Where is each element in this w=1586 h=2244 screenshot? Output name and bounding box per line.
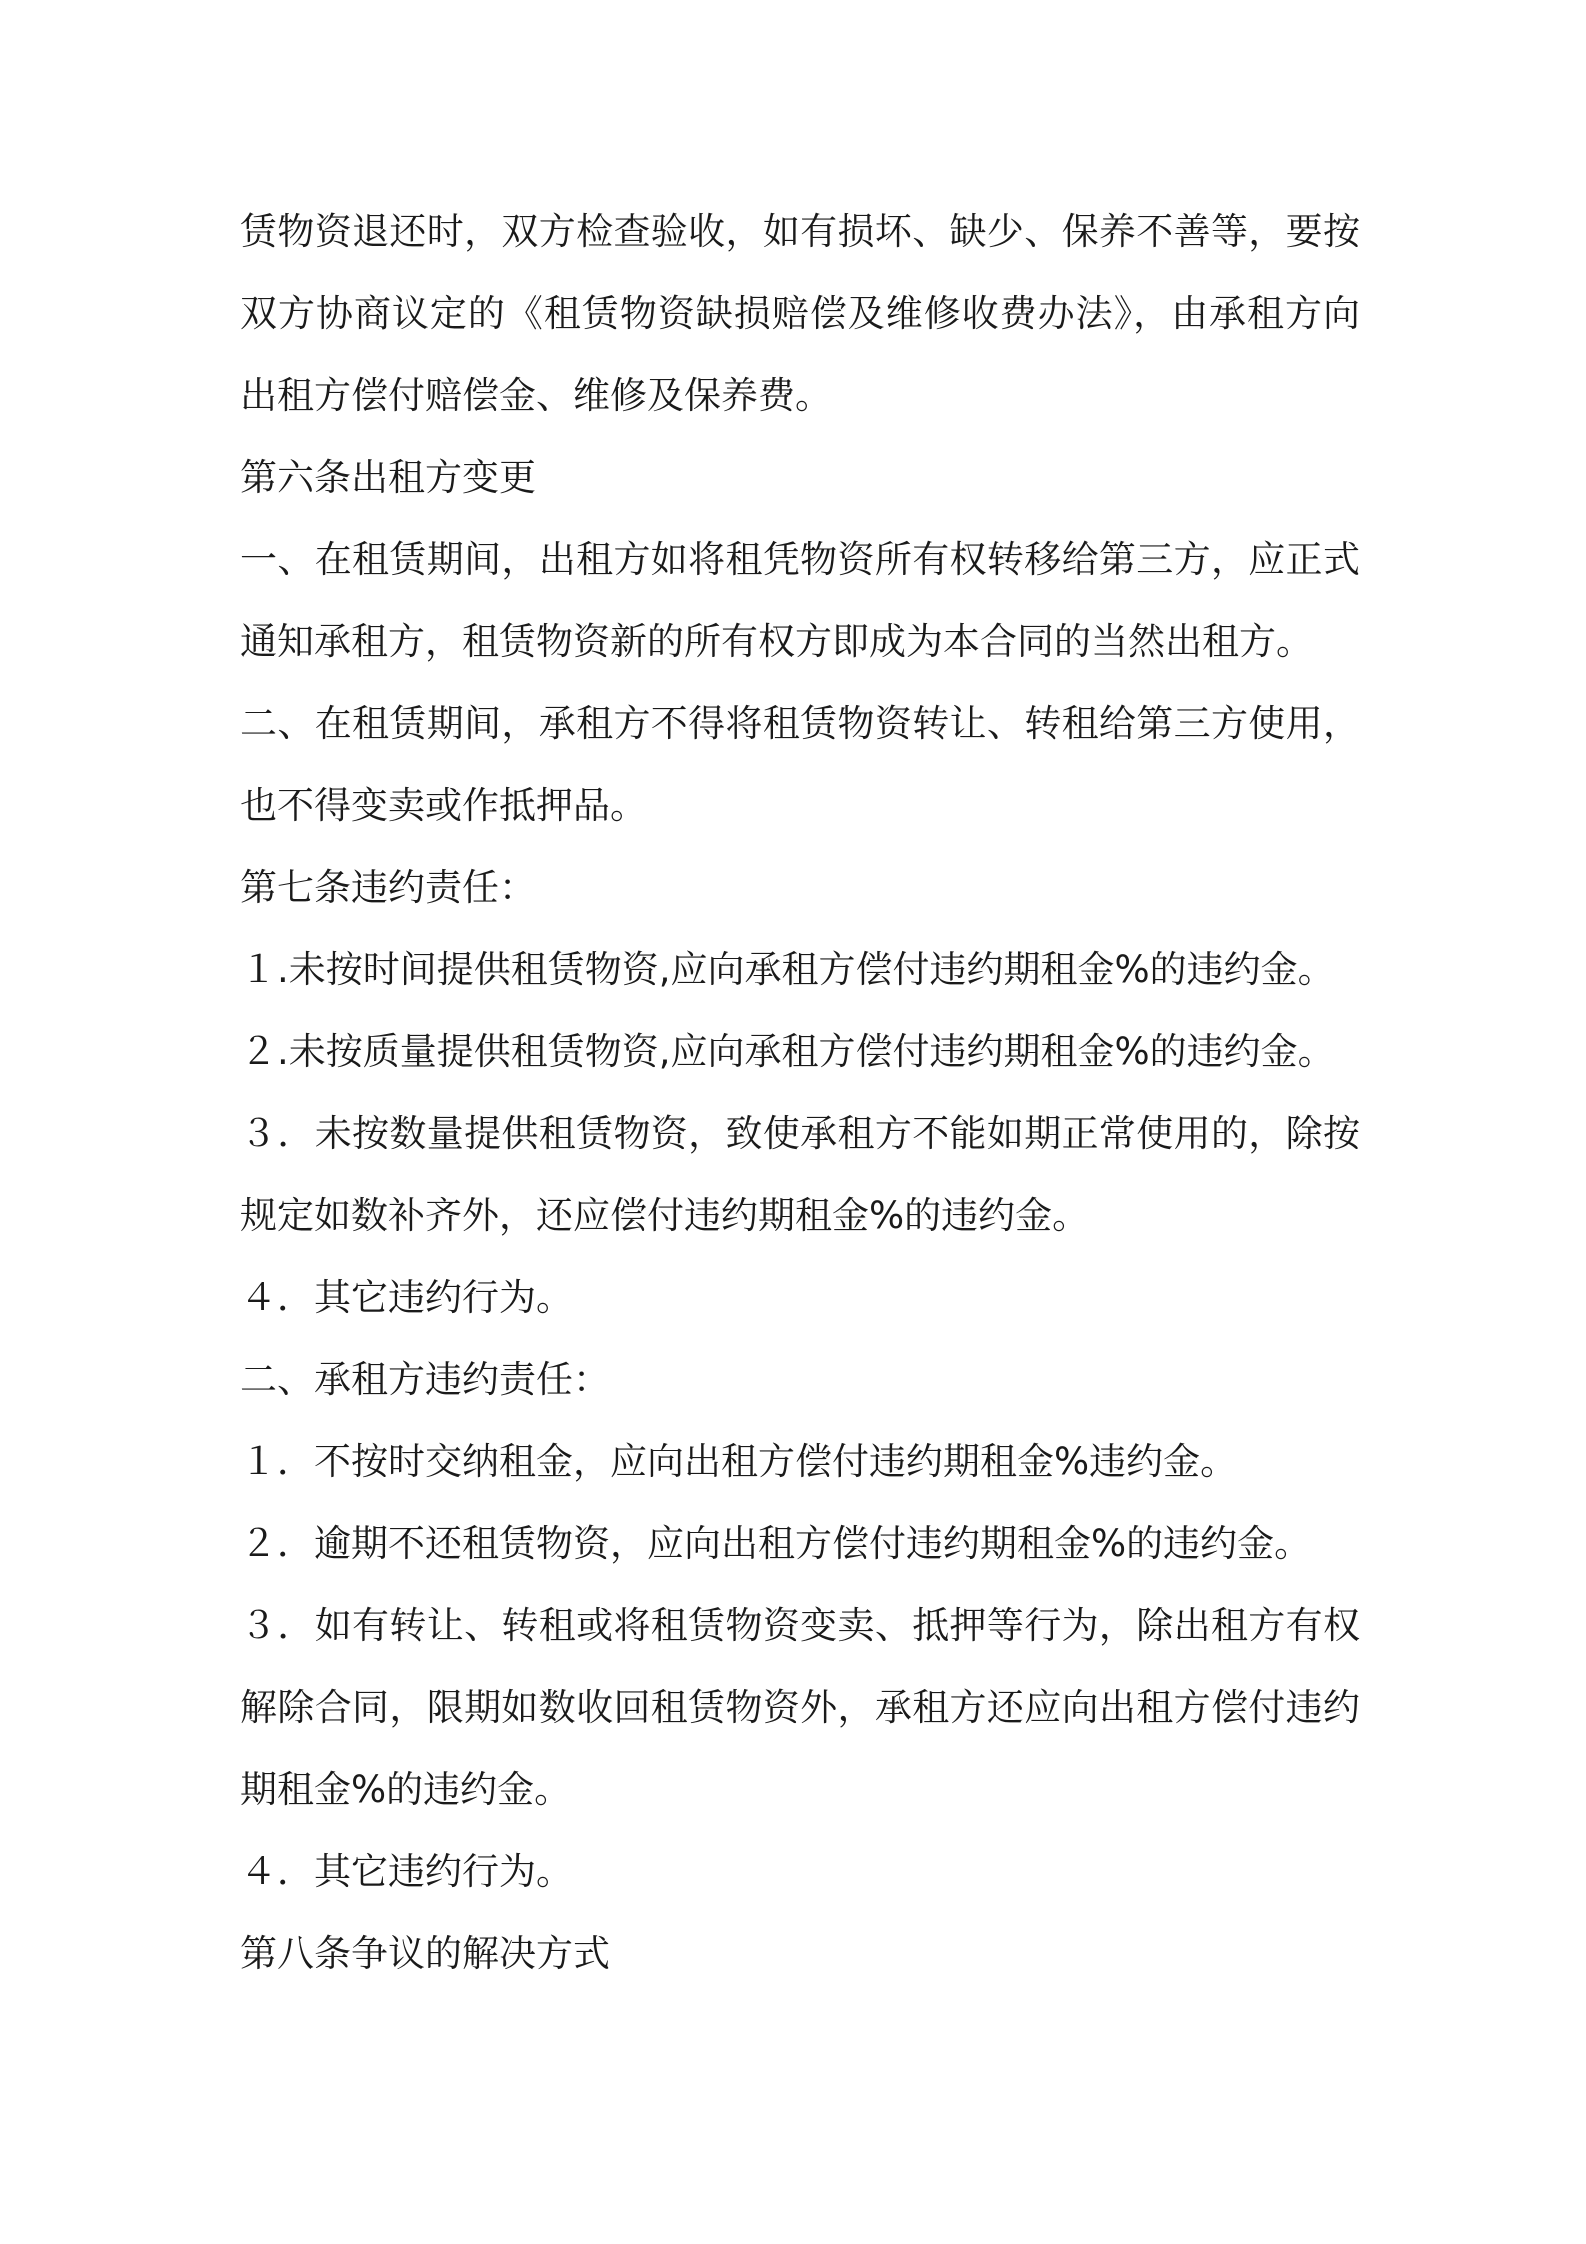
paragraph-line: 二、在租赁期间，承租方不得将租赁物资转让、转租给第三方使用， [240, 702, 1360, 745]
paragraph-line: 双方协商议定的《租赁物资缺损赔偿及维修收费办法》，由承租方向 [240, 292, 1360, 335]
paragraph-line: 解除合同，限期如数收回租赁物资外，承租方还应向出租方偿付违约 [240, 1686, 1360, 1729]
section-heading: 第八条争议的解决方式 [240, 1932, 610, 1975]
section-heading: 二、承租方违约责任： [240, 1358, 610, 1401]
list-item: ２.未按质量提供租赁物资,应向承租方偿付违约期租金%的违约金。 [240, 1030, 1335, 1073]
paragraph-line: 出租方偿付赔偿金、维修及保养费。 [240, 374, 832, 417]
list-item: ３．未按数量提供租赁物资，致使承租方不能如期正常使用的，除按 [240, 1112, 1360, 1155]
section-heading: 第六条出租方变更 [240, 456, 536, 499]
paragraph-line: 一、在租赁期间，出租方如将租凭物资所有权转移给第三方，应正式 [240, 538, 1360, 581]
paragraph-line: 期租金%的违约金。 [240, 1768, 572, 1811]
list-item: ４．其它违约行为。 [240, 1850, 573, 1893]
list-item: ４．其它违约行为。 [240, 1276, 573, 1319]
paragraph-line: 规定如数补齐外，还应偿付违约期租金%的违约金。 [240, 1194, 1090, 1237]
paragraph-line: 通知承租方，租赁物资新的所有权方即成为本合同的当然出租方。 [240, 620, 1313, 663]
list-item: ２．逾期不还租赁物资，应向出租方偿付违约期租金%的违约金。 [240, 1522, 1312, 1565]
paragraph-line: 赁物资退还时，双方检查验收，如有损坏、缺少、保养不善等，要按 [240, 210, 1360, 253]
list-item: １.未按时间提供租赁物资,应向承租方偿付违约期租金%的违约金。 [240, 948, 1335, 991]
list-item: １．不按时交纳租金，应向出租方偿付违约期租金%违约金。 [240, 1440, 1238, 1483]
section-heading: 第七条违约责任： [240, 866, 536, 909]
list-item: ３．如有转让、转租或将租赁物资变卖、抵押等行为，除出租方有权 [240, 1604, 1360, 1647]
paragraph-line: 也不得变卖或作抵押品。 [240, 784, 647, 827]
